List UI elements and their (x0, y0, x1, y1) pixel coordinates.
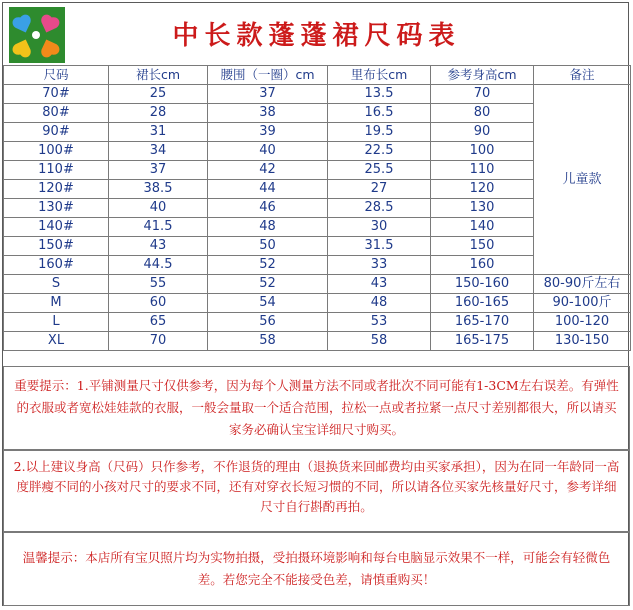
table-cell: 160-165 (431, 294, 534, 313)
table-cell: 19.5 (328, 123, 431, 142)
page-title: 中长款蓬蓬裙尺码表 (172, 21, 461, 51)
table-row (4, 275, 631, 294)
table-cell: 25.5 (328, 161, 431, 180)
table-cell: 28 (109, 104, 208, 123)
table-cell: 40 (109, 199, 208, 218)
table-cell: 65 (109, 313, 208, 332)
important-note-box (3, 366, 630, 450)
table-cell: 130# (4, 199, 109, 218)
table-cell: 53 (328, 313, 431, 332)
column-header: 备注 (534, 66, 631, 85)
table-cell: 100-120 (534, 313, 631, 332)
table-cell: 54 (208, 294, 328, 313)
table-cell: 16.5 (328, 104, 431, 123)
table-cell: 150# (4, 237, 109, 256)
table-row (4, 313, 631, 332)
table-row (4, 332, 631, 351)
table-cell: 28.5 (328, 199, 431, 218)
table-cell: 38 (208, 104, 328, 123)
table-cell: S (4, 275, 109, 294)
table-header-row (4, 66, 631, 85)
color-warning-note-box (3, 532, 630, 606)
table-cell: 52 (208, 275, 328, 294)
table-cell: 80 (431, 104, 534, 123)
table-cell: 130 (431, 199, 534, 218)
table-cell: 165-170 (431, 313, 534, 332)
table-cell: 38.5 (109, 180, 208, 199)
table-cell: 37 (208, 85, 328, 104)
table-cell: 30 (328, 218, 431, 237)
table-cell: 100# (4, 142, 109, 161)
table-row (4, 294, 631, 313)
table-cell: 80-90斤左右 (534, 275, 631, 294)
table-cell: 34 (109, 142, 208, 161)
table-cell: 31.5 (328, 237, 431, 256)
table-cell: 43 (328, 275, 431, 294)
table-row (4, 85, 631, 104)
table-cell: 165-175 (431, 332, 534, 351)
table-cell: 100 (431, 142, 534, 161)
color-warning-note-text: 温馨提示：本店所有宝贝照片均为实物拍摄，受拍摄环境影响和每台电脑显示效果不一样，可能会有轻微色差。若您完全不能接受色差，请慎重购买！ (22, 550, 611, 587)
table-cell: 55 (109, 275, 208, 294)
table-cell: 130-150 (534, 332, 631, 351)
column-header: 裙长cm (109, 66, 208, 85)
table-cell: 48 (208, 218, 328, 237)
table-cell: 90 (431, 123, 534, 142)
table-cell: 90# (4, 123, 109, 142)
table-cell: 58 (208, 332, 328, 351)
table-cell: 140 (431, 218, 534, 237)
table-cell: 160 (431, 256, 534, 275)
table-cell: 140# (4, 218, 109, 237)
table-cell: 60 (109, 294, 208, 313)
header (3, 3, 630, 65)
table-cell: 39 (208, 123, 328, 142)
table-cell: 160# (4, 256, 109, 275)
table-cell: 80# (4, 104, 109, 123)
table-cell: 44 (208, 180, 328, 199)
table-cell: 40 (208, 142, 328, 161)
table-cell: 52 (208, 256, 328, 275)
important-note-text: 重要提示：1.平铺测量尺寸仅供参考，因为每个人测量方法不同或者批次不同可能有1-3CM左右误差。有弹性的衣服或者宽松娃娃款的衣服，一般会量取一个适合范围，拉松一点或者拉紧一点尺寸差别都很大，所以请买家务必确认宝宝详细尺寸购买。 (14, 378, 619, 437)
table-cell: 110# (4, 161, 109, 180)
table-cell: 48 (328, 294, 431, 313)
column-header: 腰围（一圈）cm (208, 66, 328, 85)
table-cell: 27 (328, 180, 431, 199)
table-cell: 50 (208, 237, 328, 256)
table-cell: 120 (431, 180, 534, 199)
size-table (3, 65, 631, 351)
table-cell: 44.5 (109, 256, 208, 275)
table-cell: L (4, 313, 109, 332)
table-cell: 58 (328, 332, 431, 351)
column-header: 尺码 (4, 66, 109, 85)
table-cell: 70 (431, 85, 534, 104)
table-cell: XL (4, 332, 109, 351)
table-cell: 46 (208, 199, 328, 218)
table-cell: 31 (109, 123, 208, 142)
table-cell: 70 (109, 332, 208, 351)
table-cell: 90-100斤 (534, 294, 631, 313)
table-cell: 42 (208, 161, 328, 180)
table-cell: 43 (109, 237, 208, 256)
table-cell: 150 (431, 237, 534, 256)
table-cell: 22.5 (328, 142, 431, 161)
size-advice-note-text: 2.以上建议身高（尺码）只作参考，不作退货的理由（退换货来回邮费均由买家承担），因为在同一年龄同一高度胖瘦不同的小孩对尺寸的要求不同，还有对穿衣长短习惯的不同，所以请各位买家先核量好尺寸，参考详细尺寸自行斟酌再拍。 (13, 459, 620, 514)
table-cell: 25 (109, 85, 208, 104)
table-cell: 37 (109, 161, 208, 180)
table-cell: 110 (431, 161, 534, 180)
column-header: 参考身高cm (431, 66, 534, 85)
table-cell: 13.5 (328, 85, 431, 104)
column-header: 里布长cm (328, 66, 431, 85)
table-cell: 70# (4, 85, 109, 104)
table-cell: 120# (4, 180, 109, 199)
table-cell: M (4, 294, 109, 313)
table-cell: 56 (208, 313, 328, 332)
kids-remark-cell: 儿童款 (534, 85, 631, 275)
table-cell: 33 (328, 256, 431, 275)
size-advice-note-box (3, 450, 630, 532)
table-cell: 150-160 (431, 275, 534, 294)
table-cell: 41.5 (109, 218, 208, 237)
